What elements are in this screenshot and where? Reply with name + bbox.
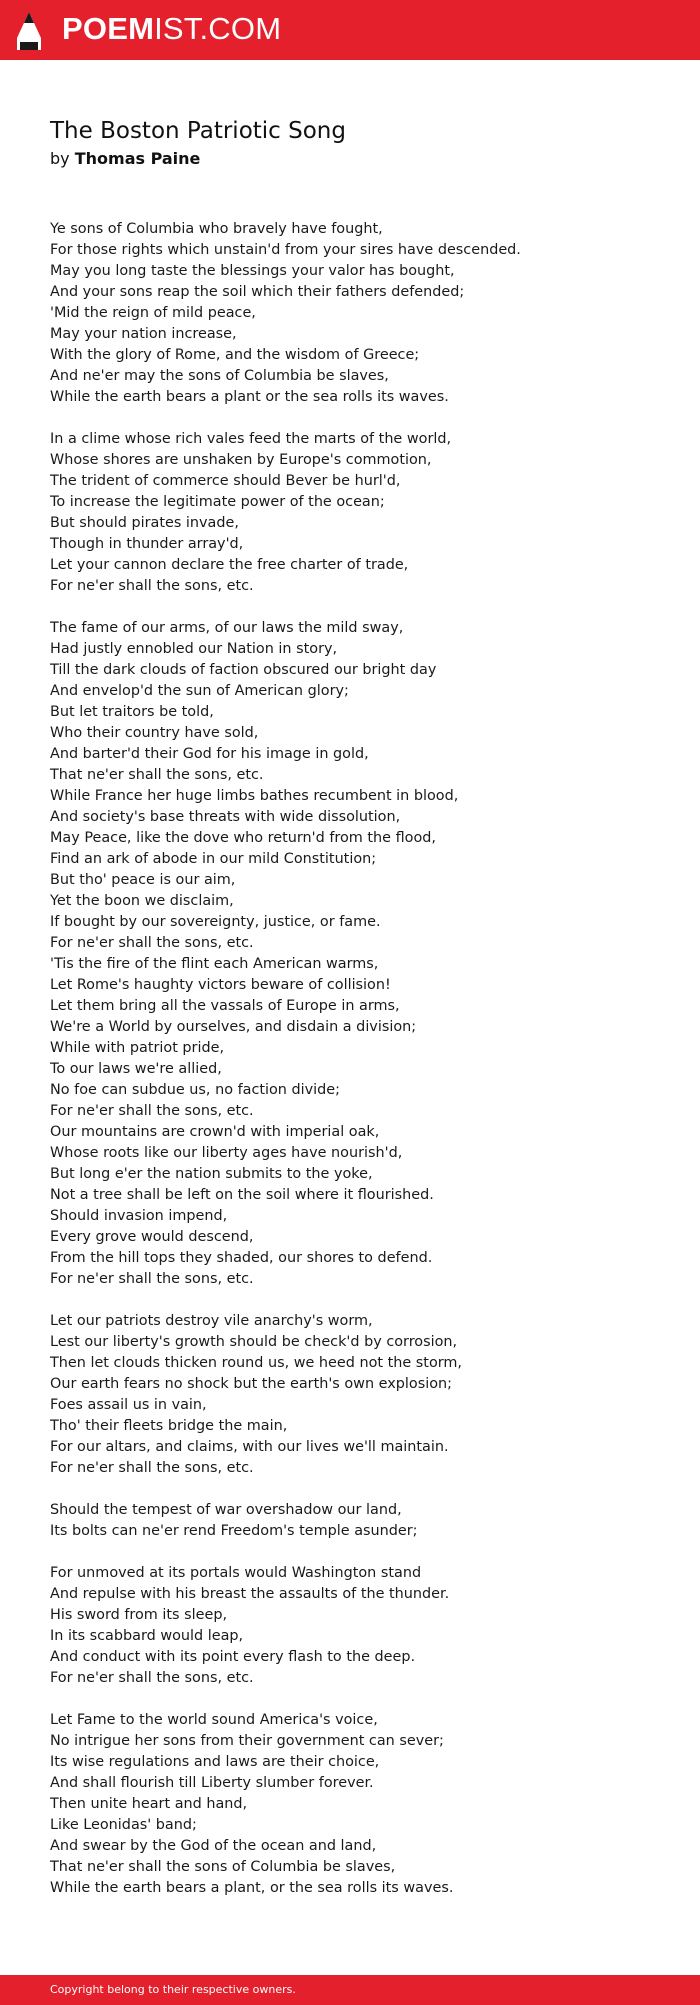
poem-line: For ne'er shall the sons, etc. bbox=[50, 1460, 254, 1476]
byline bbox=[50, 148, 200, 170]
poem-line: Not a tree shall be left on the soil where it flourished. bbox=[50, 1187, 434, 1203]
poem-line: In a clime whose rich vales feed the marts of the world, bbox=[50, 431, 452, 447]
poem-line: If bought by our sovereignty, justice, or fame. bbox=[50, 914, 381, 930]
poem-line: Then let clouds thicken round us, we heed not the storm, bbox=[50, 1355, 463, 1371]
poem-line: Let them bring all the vassals of Europe in arms, bbox=[50, 998, 400, 1014]
poem-line: For our altars, and claims, with our lives we'll maintain. bbox=[50, 1439, 449, 1455]
poem-line: And envelop'd the sun of American glory; bbox=[50, 683, 349, 699]
poem-line: For ne'er shall the sons, etc. bbox=[50, 1271, 254, 1287]
brand-light: IST.COM bbox=[154, 11, 282, 46]
site-logo-link[interactable] bbox=[62, 11, 281, 47]
poem-line: For ne'er shall the sons, etc. bbox=[50, 1103, 254, 1119]
poem-line: And ne'er may the sons of Columbia be slaves, bbox=[50, 368, 389, 384]
poem-line: Let Rome's haughty victors beware of collision! bbox=[50, 977, 391, 993]
poem-line: While the earth bears a plant or the sea rolls its waves. bbox=[50, 389, 449, 405]
poem-line: Our mountains are crown'd with imperial oak, bbox=[50, 1124, 380, 1140]
site-footer bbox=[0, 1975, 700, 2005]
poem-line: Let your cannon declare the free charter of trade, bbox=[50, 557, 409, 573]
poem-line: From the hill tops they shaded, our shores to defend. bbox=[50, 1250, 433, 1266]
poem-line: May your nation increase, bbox=[50, 326, 237, 342]
poem-line: With the glory of Rome, and the wisdom of Greece; bbox=[50, 347, 420, 363]
poem-line: Foes assail us in vain, bbox=[50, 1397, 207, 1413]
stanza-break bbox=[50, 1542, 670, 1563]
poem-line: But should pirates invade, bbox=[50, 515, 239, 531]
poem-line: For those rights which unstain'd from your sires have descended. bbox=[50, 242, 521, 258]
poem-line: Our earth fears no shock but the earth's own explosion; bbox=[50, 1376, 452, 1392]
poem-line: But let traitors be told, bbox=[50, 704, 214, 720]
poem-line: And shall flourish till Liberty slumber forever. bbox=[50, 1775, 374, 1791]
poem-line: For ne'er shall the sons, etc. bbox=[50, 935, 254, 951]
poem-line: While the earth bears a plant, or the sea rolls its waves. bbox=[50, 1880, 454, 1896]
poem-line: May you long taste the blessings your valor has bought, bbox=[50, 263, 455, 279]
poem-line: To increase the legitimate power of the ocean; bbox=[50, 494, 385, 510]
poem-line: And swear by the God of the ocean and land, bbox=[50, 1838, 377, 1854]
poem-line: Like Leonidas' band; bbox=[50, 1817, 197, 1833]
stanza-break bbox=[50, 1479, 670, 1500]
poem-line: In its scabbard would leap, bbox=[50, 1628, 244, 1644]
site-header bbox=[0, 0, 700, 60]
poem-line: May Peace, like the dove who return'd from the flood, bbox=[50, 830, 436, 846]
poem-line: Till the dark clouds of faction obscured our bright day bbox=[50, 662, 437, 678]
poem-line: Should the tempest of war overshadow our land, bbox=[50, 1502, 402, 1518]
poem-line: Every grove would descend, bbox=[50, 1229, 254, 1245]
poem-body bbox=[50, 219, 670, 1899]
poem-line: While with patriot pride, bbox=[50, 1040, 225, 1056]
poem-line: Whose roots like our liberty ages have nourish'd, bbox=[50, 1145, 403, 1161]
poem-line: Though in thunder array'd, bbox=[50, 536, 244, 552]
poem-line: Then unite heart and hand, bbox=[50, 1796, 248, 1812]
poem-line: Its wise regulations and laws are their choice, bbox=[50, 1754, 380, 1770]
poem-line: Had justly ennobled our Nation in story, bbox=[50, 641, 338, 657]
poem-line: For ne'er shall the sons, etc. bbox=[50, 1670, 254, 1686]
poem-line: But long e'er the nation submits to the yoke, bbox=[50, 1166, 373, 1182]
stanza-break bbox=[50, 1689, 670, 1710]
poem-line: And your sons reap the soil which their fathers defended; bbox=[50, 284, 465, 300]
poem-line: But tho' peace is our aim, bbox=[50, 872, 236, 888]
poem-line: Its bolts can ne'er rend Freedom's temple asunder; bbox=[50, 1523, 418, 1539]
poem-line: 'Mid the reign of mild peace, bbox=[50, 305, 256, 321]
poem-line: The trident of commerce should Bever be hurl'd, bbox=[50, 473, 401, 489]
poem-line: And barter'd their God for his image in gold, bbox=[50, 746, 369, 762]
poem-line: Let our patriots destroy vile anarchy's worm, bbox=[50, 1313, 373, 1329]
poem-line: No foe can subdue us, no faction divide; bbox=[50, 1082, 340, 1098]
poem-line: To our laws we're allied, bbox=[50, 1061, 222, 1077]
poem-line: Tho' their fleets bridge the main, bbox=[50, 1418, 288, 1434]
poem-line: That ne'er shall the sons, etc. bbox=[50, 767, 264, 783]
poem-line: Should invasion impend, bbox=[50, 1208, 228, 1224]
poem-line: No intrigue her sons from their government can sever; bbox=[50, 1733, 444, 1749]
stanza-break bbox=[50, 1290, 670, 1311]
poem-line: Lest our liberty's growth should be check'd by corrosion, bbox=[50, 1334, 458, 1350]
stanza-break bbox=[50, 408, 670, 429]
poem-line: Who their country have sold, bbox=[50, 725, 259, 741]
poem-line: 'Tis the fire of the flint each American warms, bbox=[50, 956, 379, 972]
stanza-break bbox=[50, 597, 670, 618]
poem-line: Yet the boon we disclaim, bbox=[50, 893, 234, 909]
brand-bold: POEM bbox=[62, 11, 155, 46]
poem-line: For unmoved at its portals would Washington stand bbox=[50, 1565, 422, 1581]
poem-line: The fame of our arms, of our laws the mild sway, bbox=[50, 620, 404, 636]
author-name[interactable]: Thomas Paine bbox=[74, 149, 201, 168]
poem-line: Ye sons of Columbia who bravely have fought, bbox=[50, 221, 383, 237]
poem-title: The Boston Patriotic Song bbox=[50, 118, 346, 144]
poem-line: While France her huge limbs bathes recumbent in blood, bbox=[50, 788, 459, 804]
poem-line: And conduct with its point every flash to the deep. bbox=[50, 1649, 416, 1665]
poem-line: We're a World by ourselves, and disdain a division; bbox=[50, 1019, 417, 1035]
poem-line: For ne'er shall the sons, etc. bbox=[50, 578, 254, 594]
poem-line: And society's base threats with wide dissolution, bbox=[50, 809, 401, 825]
poem-line: That ne'er shall the sons of Columbia be slaves, bbox=[50, 1859, 396, 1875]
poem-line: Let Fame to the world sound America's voice, bbox=[50, 1712, 378, 1728]
poem-line: And repulse with his breast the assaults of the thunder. bbox=[50, 1586, 450, 1602]
pencil-tip-icon[interactable] bbox=[17, 12, 41, 50]
copyright-text: Copyright belong to their respective owners. bbox=[50, 1983, 296, 1996]
poem-line: Find an ark of abode in our mild Constitution; bbox=[50, 851, 377, 867]
poem-line: Whose shores are unshaken by Europe's commotion, bbox=[50, 452, 432, 468]
by-prefix: by bbox=[50, 149, 70, 168]
poem-line: His sword from its sleep, bbox=[50, 1607, 228, 1623]
